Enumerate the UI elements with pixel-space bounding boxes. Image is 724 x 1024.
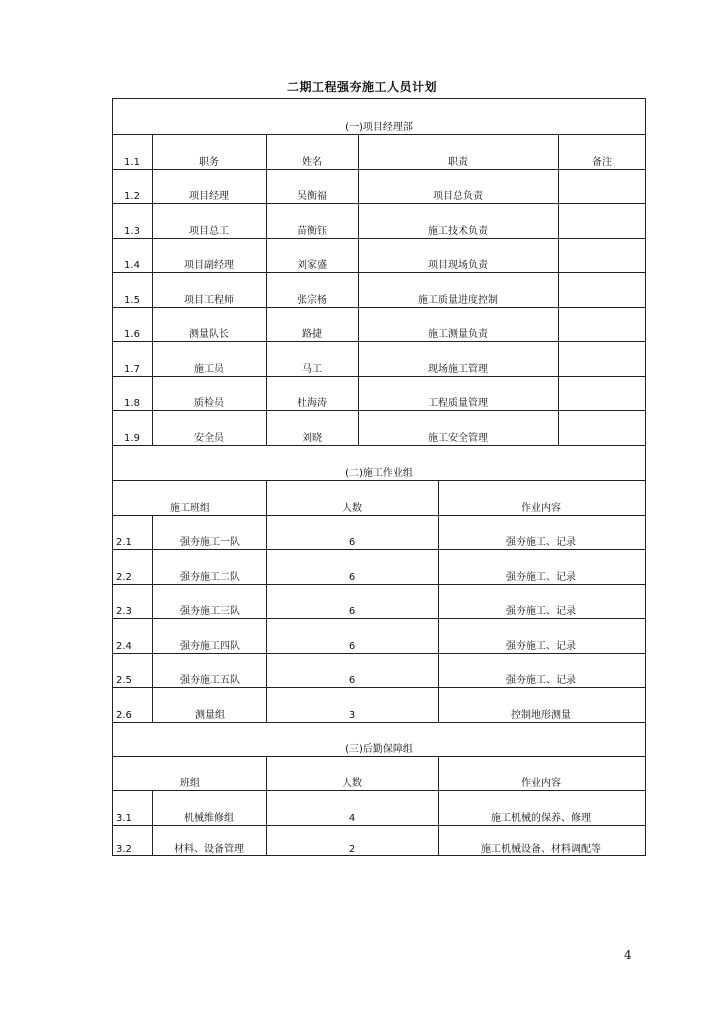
row-number: 2.1 [116,537,132,548]
row-number: 2.3 [116,606,132,617]
table-rule [266,134,267,445]
column-header: 人数 [342,778,362,789]
table-cell: 杜海涛 [297,398,327,409]
table-rule [152,790,153,856]
table-cell: 刘家盛 [297,260,327,271]
table-rule [112,653,646,654]
table-cell: 机械维修组 [184,813,234,824]
table-cell: 4 [348,813,356,824]
column-header: 作业内容 [521,503,561,514]
table-cell: 6 [348,572,356,583]
table-rule [558,134,559,445]
column-header: 姓名 [302,157,322,168]
table-rule [112,790,646,791]
table-rule [112,410,646,411]
table-cell: 施工员 [194,364,224,375]
table-cell: 苗衡钰 [297,226,327,237]
row-number: 1.9 [124,433,140,444]
table-cell: 强夯施工、记录 [506,572,576,583]
row-number: 1.4 [124,260,140,271]
table-rule [112,549,646,550]
table-rule [266,756,267,856]
table-rule [112,687,646,688]
row-number: 2.4 [116,641,132,652]
table-cell: 项目副经理 [184,260,234,271]
table-rule [266,480,267,722]
section-heading: (二)施工作业组 [345,468,413,479]
table-rule [112,169,646,170]
row-number: 1.2 [124,191,140,202]
row-number: 1.7 [124,364,140,375]
table-cell: 强夯施工、记录 [506,606,576,617]
row-number: 2.5 [116,675,132,686]
column-header: 作业内容 [521,778,561,789]
table-cell: 项目总工 [189,226,229,237]
table-cell: 张宗杨 [297,295,327,306]
table-cell: 2 [348,844,356,855]
row-number: 3.2 [116,844,132,855]
column-header: 班组 [180,778,200,789]
table-cell: 强夯施工五队 [180,675,240,686]
section-heading: (一)项目经理部 [345,122,413,133]
table-cell: 刘晓 [302,433,322,444]
table-cell: 强夯施工二队 [180,572,240,583]
table-rule [112,307,646,308]
table-rule [112,756,646,757]
table-rule [112,722,646,723]
row-number: 1.3 [124,226,140,237]
table-rule [112,376,646,377]
section-heading: (三)后勤保障组 [345,744,413,755]
table-cell: 强夯施工三队 [180,606,240,617]
table-rule [112,584,646,585]
row-number: 1.6 [124,329,140,340]
table-rule [112,480,646,481]
column-header: 1.1 [124,157,140,168]
page-number: 4 [624,948,632,962]
table-cell: 6 [348,675,356,686]
table-cell: 强夯施工、记录 [506,641,576,652]
table-cell: 施工技术负责 [428,226,488,237]
table-cell: 强夯施工、记录 [506,675,576,686]
column-header: 职务 [199,157,219,168]
table-rule [112,272,646,273]
table-cell: 项目总负责 [433,191,483,202]
row-number: 3.1 [116,813,132,824]
table-rule [438,756,439,856]
table-rule [438,480,439,722]
table-cell: 施工测量负责 [428,329,488,340]
table-cell: 测量组 [195,710,225,721]
table-cell: 测量队长 [189,329,229,340]
table-cell: 控制地形测量 [511,710,571,721]
table-cell: 项目经理 [189,191,229,202]
column-header: 备注 [592,157,612,168]
table-cell: 施工机械设备、材料调配等 [481,844,601,855]
table-cell: 工程质量管理 [428,398,488,409]
table-rule [112,134,646,135]
column-header: 人数 [342,503,362,514]
column-header: 职责 [448,157,468,168]
table-cell: 施工安全管理 [428,433,488,444]
table-rule [112,203,646,204]
table-cell: 强夯施工、记录 [506,537,576,548]
table-rule [112,515,646,516]
table-rule [152,134,153,445]
table-cell: 项目现场负责 [428,260,488,271]
table-cell: 6 [348,606,356,617]
table-cell: 6 [348,641,356,652]
table-cell: 质检员 [194,398,224,409]
table-cell: 施工机械的保养、修理 [491,813,591,824]
row-number: 2.2 [116,572,132,583]
table-cell: 吴衡福 [297,191,327,202]
table-rule [152,515,153,722]
table-cell: 强夯施工四队 [180,641,240,652]
table-rule [112,341,646,342]
table-rule [112,445,646,446]
column-header: 施工班组 [170,503,210,514]
table-cell: 施工质量进度控制 [418,295,498,306]
table-cell: 6 [348,537,356,548]
table-cell: 3 [348,710,356,721]
table-cell: 项目工程师 [184,295,234,306]
table-rule [358,134,359,445]
row-number: 1.8 [124,398,140,409]
table-cell: 材料、设备管理 [174,844,244,855]
table-rule [112,238,646,239]
row-number: 2.6 [116,710,132,721]
row-number: 1.5 [124,295,140,306]
table-cell: 强夯施工一队 [180,537,240,548]
table-cell: 现场施工管理 [428,364,488,375]
page-title: 二期工程强夯施工人员计划 [286,80,437,94]
table-cell: 安全员 [194,433,224,444]
table-cell: 马工 [302,364,322,375]
table-rule [112,618,646,619]
table-cell: 路捷 [302,329,322,340]
table-rule [112,825,646,826]
